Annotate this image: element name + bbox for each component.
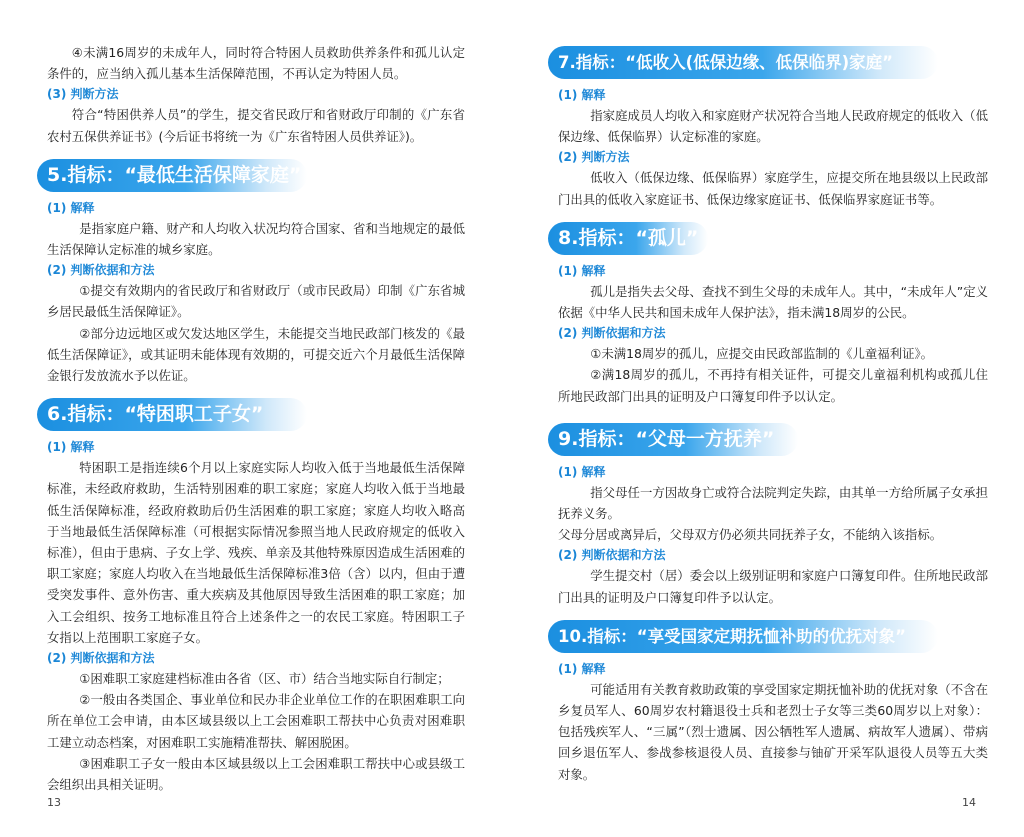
section-8-heading: 8.指标：“孤儿” [548,222,708,255]
section-6-heading: 6.指标：“特困职工子女” [37,398,307,431]
subheading: (1) 解释 [558,464,606,479]
right-column [558,42,988,785]
subheading: (1) 解释 [558,263,606,278]
paragraph: ①困难职工家庭建档标准由各省（区、市）结合当地实际自行制定； [79,671,450,687]
subheading: (2) 判断方法 [558,150,630,165]
subheading: (1) 解释 [47,440,95,455]
paragraph: ②一般由各类国企、事业单位和民办非企业单位工作的在职困难职工向所在单位工会申请，由本区域县级以上工会困难职工帮扶中心负责对困难职工建立动态档案，对困难职工实施精准帮扶、解困脱困。 [47,692,465,750]
paragraph: ④未满16周岁的未成年人，同时符合特困人员救助供养条件和孤儿认定条件的，应当纳入孤儿基本生活保障范围，不再认定为特困人员。 [47,45,465,82]
paragraph: ①未满18周岁的孤儿，应提交由民政部监制的《儿童福利证》。 [590,346,934,362]
paragraph: 是指家庭户籍、财产和人均收入状况均符合国家、省和当地规定的最低生活保障认定标准的城乡家庭。 [47,220,465,258]
section-5-heading: 5.指标：“最低生活保障家庭” [37,159,307,192]
paragraph: 可能适用有关教育救助政策的享受国家定期抚恤补助的优抚对象（不含在乡复员军人、60周岁农村籍退役士兵和老烈士子女等三类60周岁以上对象）：包括残疾军人、“三属”（烈士遗属、因公牺牲军人遗属、病故军人遗属）、带病回乡退伍军人、参战参核退役人员、直接参与铀矿开采军队退役人员等五大类对象。 [558,681,988,782]
subheading: (1) 解释 [558,661,606,676]
section-10-heading: 10.指标：“享受国家定期抚恤补助的优抚对象” [548,620,938,653]
paragraph: 指父母任一方因故身亡或符合法院判定失踪，由其单一方给所属子女承担抚养义务。 [558,484,988,522]
subheading: (2) 判断依据和方法 [47,263,155,278]
paragraph: ③困难职工子女一般由本区域县级以上工会困难职工帮扶中心或县级工会组织出具相关证明。 [47,755,465,793]
paragraph: ②部分边远地区或欠发达地区学生，未能提交当地民政部门核发的《最低生活保障证》，或其证明未能体现有效期的，可提交近六个月最低生活保障金银行发放流水予以佐证。 [47,325,465,384]
section-9-heading: 9.指标：“父母一方抚养” [548,423,798,456]
page-number: 14 [962,796,976,809]
paragraph: 父母分居或离异后，父母双方仍必须共同抚养子女，不能纳入该指标。 [558,527,943,543]
page-right [512,0,1024,837]
paragraph: 指家庭成员人均收入和家庭财产状况符合当地人民政府规定的低收入（低保边缘、低保临界）认定标准的家庭。 [558,108,988,145]
paragraph: 低收入（低保边缘、低保临界）家庭学生，应提交所在地县级以上民政部门出具的低收入家庭证书、低保边缘家庭证书、低保临界家庭证书等。 [558,170,988,207]
subheading: (3) 判断方法 [47,87,119,102]
subheading: (2) 判断依据和方法 [558,548,666,563]
subheading: (2) 判断依据和方法 [47,651,155,666]
left-column [47,42,465,795]
subheading: (1) 解释 [558,88,606,102]
paragraph: ②满18周岁的孤儿，不再持有相关证件，可提交儿童福利机构或孤儿住所地民政部门出具的证明及户口簿复印件予以认定。 [558,367,988,404]
paragraph: ①提交有效期内的省民政厅和省财政厅（或市民政局）印制《广东省城乡居民最低生活保障证》。 [47,283,465,320]
paragraph: 孤儿是指失去父母、查找不到生父母的未成年人。其中，“未成年人”定义依据《中华人民共和国未成年人保护法》，指未满18周岁的公民。 [558,283,988,321]
section-7-heading: 7.指标：“低收入(低保边缘、低保临界)家庭” [548,46,938,79]
paragraph: 学生提交村（居）委会以上级别证明和家庭户口簿复印件。住所地民政部门出具的证明及户口簿复印件予以认定。 [558,568,988,605]
page-number: 13 [47,796,61,809]
paragraph: 符合“特困供养人员”的学生，提交省民政厅和省财政厅印制的《广东省农村五保供养证书》(今后证书将统一为《广东省特困人员供养证》)。 [47,107,465,144]
subheading: (1) 解释 [47,200,95,215]
subheading: (2) 判断依据和方法 [558,326,666,341]
paragraph: 特困职工是指连续6个月以上家庭实际人均收入低于当地最低生活保障标准，未经政府救助，生活特别困难的职工家庭；家庭人均收入低于当地最低生活保障标准，经政府救助后仍生活困难的职工家庭；家庭人均收入略高于当地最低生活保障标准（可根据实际情况参照当地人民政府规定的低收入标准），但由于患病、子女上学、残疾、单亲及其他特殊原因造成生活困难的职工家庭；家庭人均收入在当地最低生活保障标准3倍（含）以内，但由于遭受突发事件、意外伤害、重大疾病及其他原因导致生活困难的职工家庭；加入工会组织、按务工地标准且符合上述条件之一的农民工家庭。特困职工子女指以上范围职工家庭子女。 [47,460,465,645]
